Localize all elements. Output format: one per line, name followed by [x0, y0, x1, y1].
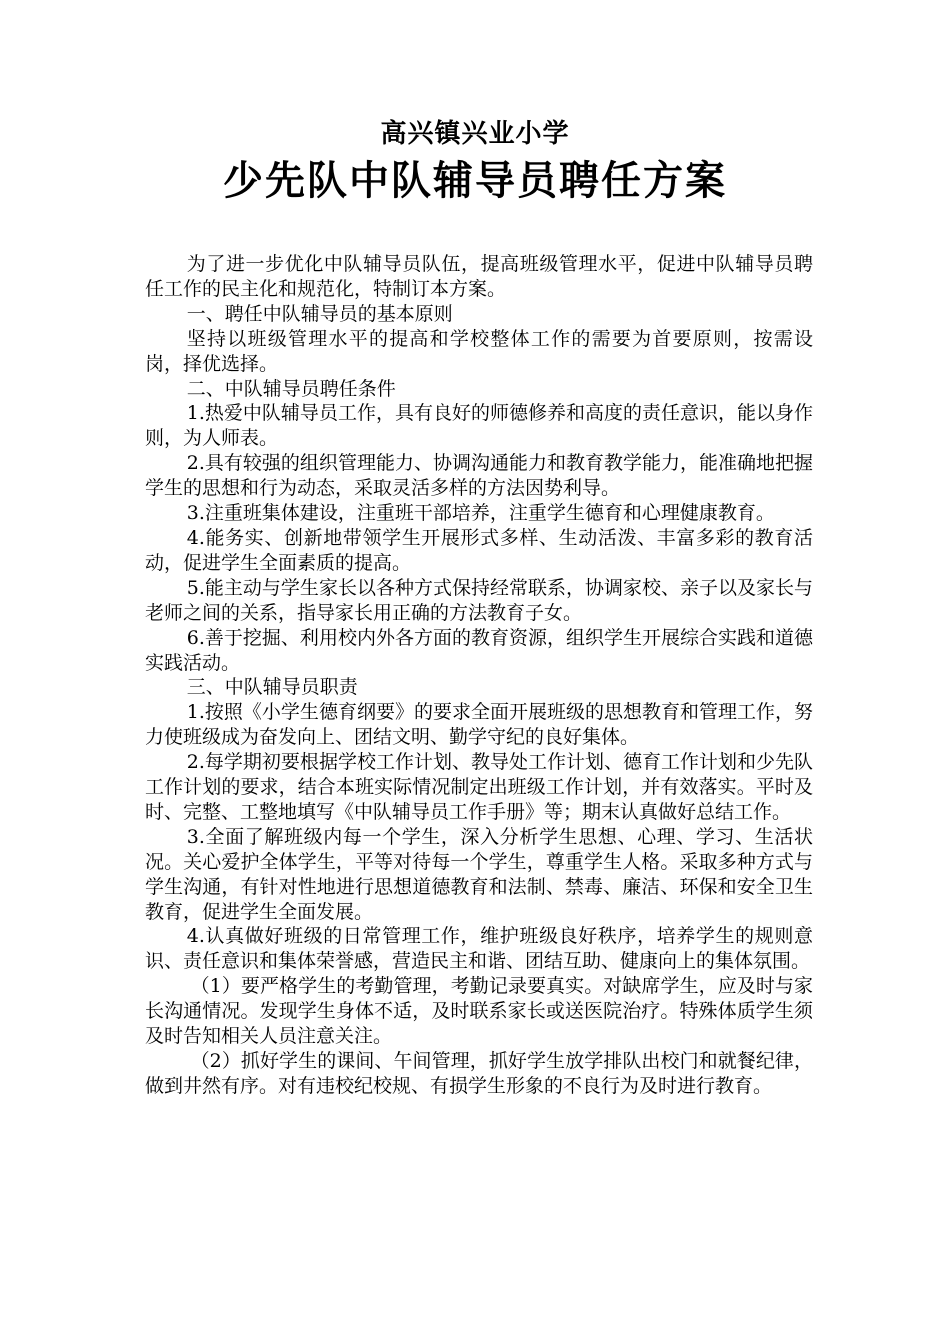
condition-item: 2.具有较强的组织管理能力、协调沟通能力和教育教学能力，能准确地把握学生的思想和行为动态，采取灵活多样的方法因势利导。	[145, 452, 813, 500]
condition-item: 1.热爱中队辅导员工作，具有良好的师德修养和高度的责任意识，能以身作则，为人师表。	[145, 402, 813, 450]
duty-item: 1.按照《小学生德育纲要》的要求全面开展班级的思想教育和管理工作，努力使班级成为奋发向上、团结文明、勤学守纪的良好集体。	[145, 701, 813, 749]
duty-sub-item: （2）抓好学生的课间、午间管理，抓好学生放学排队出校门和就餐纪律，做到井然有序。对有违校纪校规、有损学生形象的不良行为及时进行教育。	[145, 1050, 813, 1097]
section-heading-conditions: 二、中队辅导员聘任条件	[186, 377, 396, 400]
intro-paragraph: 为了进一步优化中队辅导员队伍，提高班级管理水平，促进中队辅导员聘任工作的民主化和规范化，特制订本方案。	[145, 253, 813, 300]
condition-item: 3.注重班集体建设，注重班干部培养，注重学生德育和心理健康教育。	[186, 502, 775, 525]
condition-item: 4.能务实、创新地带领学生开展形式多样、生动活泼、丰富多彩的教育活动，促进学生全面素质的提高。	[145, 526, 813, 574]
duty-item: 3.全面了解班级内每一个学生，深入分析学生思想、心理、学习、生活状况。关心爱护全体学生，平等对待每一个学生，尊重学生人格。采取多种方式与学生沟通，有针对性地进行思想道德教育和法制、禁毒、廉洁、环保和安全卫生教育，促进学生全面发展。	[145, 825, 813, 923]
duty-sub-item: （1）要严格学生的考勤管理，考勤记录要真实。对缺席学生，应及时与家长沟通情况。发现学生身体不适，及时联系家长或送医院治疗。特殊体质学生须及时告知相关人员注意关注。	[145, 975, 813, 1048]
section-heading-principles: 一、聘任中队辅导员的基本原则	[186, 302, 453, 325]
section-heading-duties: 三、中队辅导员职责	[186, 676, 358, 699]
duty-item: 2.每学期初要根据学校工作计划、教导处工作计划、德育工作计划和少先队工作计划的要求，结合本班实际情况制定出班级工作计划，并有效落实。平时及时、完整、工整地填写《中队辅导员工作手册》等；期末认真做好总结工作。	[145, 751, 813, 823]
document-title: 少先队中队辅导员聘任方案	[223, 157, 727, 204]
condition-item: 5.能主动与学生家长以各种方式保持经常联系，协调家校、亲子以及家长与老师之间的关系，指导家长用正确的方法教育子女。	[145, 576, 813, 624]
school-name: 高兴镇兴业小学	[380, 119, 570, 149]
duty-item: 4.认真做好班级的日常管理工作，维护班级良好秩序，培养学生的规则意识、责任意识和集体荣誉感，营造民主和谐、团结互助、健康向上的集体氛围。	[145, 925, 813, 973]
principles-paragraph: 坚持以班级管理水平的提高和学校整体工作的需要为首要原则，按需设岗，择优选择。	[145, 327, 813, 375]
condition-item: 6.善于挖掘、利用校内外各方面的教育资源，组织学生开展综合实践和道德实践活动。	[145, 626, 813, 674]
document-body	[145, 252, 813, 1099]
